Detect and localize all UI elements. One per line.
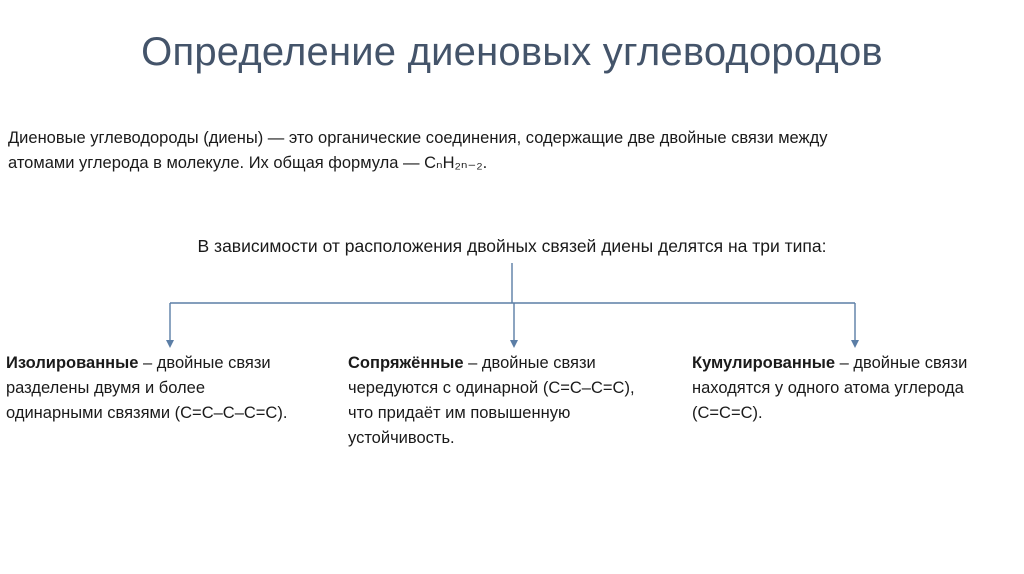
type-cumulated-text: находятся у одного атома углерода: [692, 379, 964, 397]
type-cumulated-text: (C=C=C).: [692, 404, 763, 422]
type-conjugated-text: – двойные связи: [463, 354, 596, 372]
type-conjugated-text: чередуются с одинарной (C=C–C=C),: [348, 379, 635, 397]
slide-title: Определение диеновых углеводородов: [141, 30, 883, 74]
type-isolated-text: разделены двумя и более: [6, 379, 205, 397]
type-conjugated-text: что придаёт им повышенную: [348, 404, 571, 422]
type-cumulated: [692, 351, 1022, 426]
classification-heading: В зависимости от расположения двойных связей диены делятся на три типа:: [197, 236, 827, 256]
definition-line-1: Диеновые углеводороды (диены) — это органические соединения, содержащие две двойные связи между: [8, 129, 828, 147]
type-isolated: [6, 351, 336, 426]
type-isolated-name: Изолированные: [6, 354, 139, 372]
type-conjugated: [348, 351, 688, 451]
type-isolated-text: – двойные связи: [138, 354, 271, 372]
type-conjugated-text: устойчивость.: [348, 429, 455, 447]
type-conjugated-name: Сопряжённые: [348, 354, 464, 372]
type-cumulated-text: – двойные связи: [835, 354, 968, 372]
type-isolated-text: одинарными связями (C=C–C–C=C).: [6, 404, 288, 422]
definition-line-2: атомами углерода в молекуле. Их общая формула — CₙH₂ₙ₋₂.: [8, 154, 488, 172]
type-cumulated-name: Кумулированные: [692, 354, 836, 372]
